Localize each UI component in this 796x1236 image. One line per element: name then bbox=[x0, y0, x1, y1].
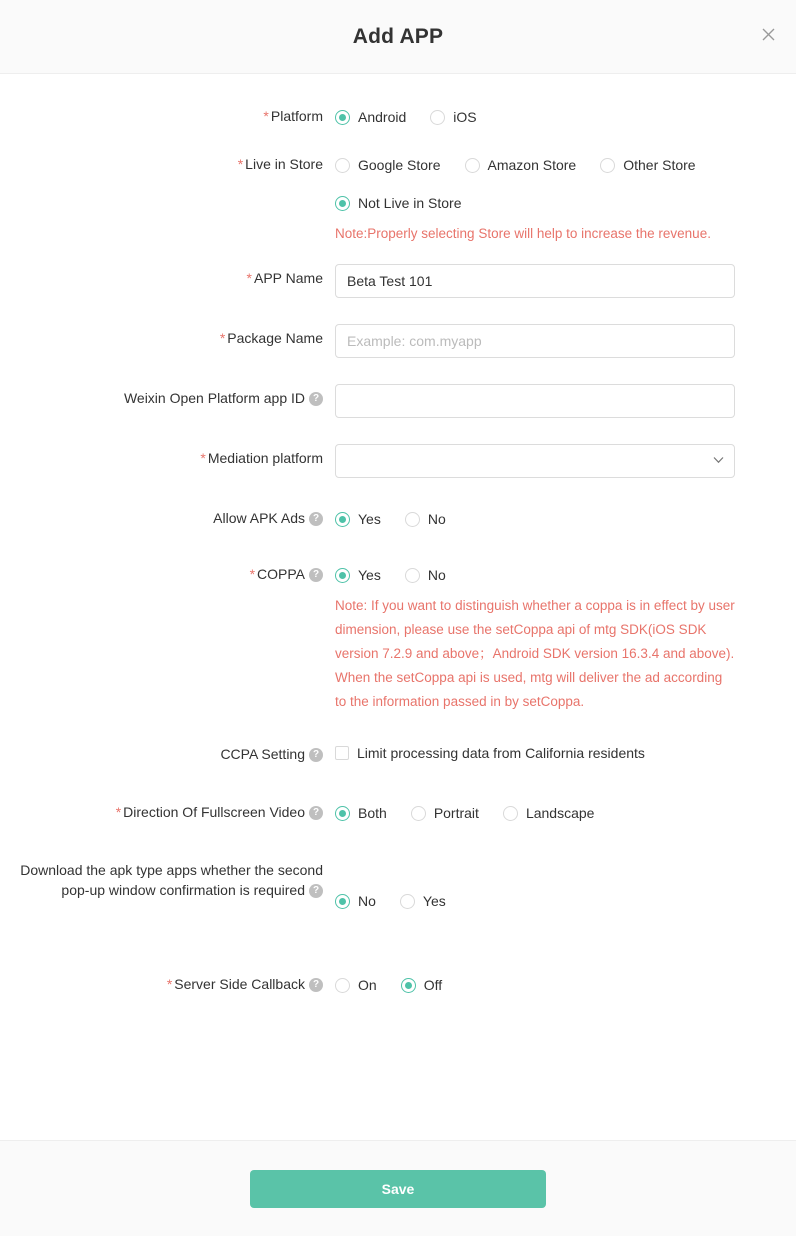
mediation-platform-select[interactable] bbox=[335, 444, 735, 478]
field-apk-second-popup bbox=[0, 858, 736, 914]
radio-mark-icon bbox=[411, 806, 426, 821]
note-live-in-store: Note:Properly selecting Store will help to increase the revenue. bbox=[335, 226, 711, 241]
field-app-name bbox=[0, 264, 736, 298]
radio-apk-second-popup-no[interactable] bbox=[335, 888, 376, 914]
radio-label: Other Store bbox=[623, 157, 696, 173]
radio-allow-apk-ads-no[interactable] bbox=[405, 506, 446, 532]
radio-platform-ios[interactable] bbox=[430, 104, 476, 130]
weixin-app-id-input[interactable] bbox=[335, 384, 735, 418]
field-coppa bbox=[0, 560, 736, 714]
help-icon[interactable]: ? bbox=[309, 512, 323, 526]
checkbox-ccpa-limit-processing[interactable] bbox=[335, 740, 736, 766]
radio-apk-second-popup-yes[interactable] bbox=[400, 888, 446, 914]
label-app-name: * APP Name bbox=[246, 270, 323, 286]
chevron-down-icon bbox=[713, 456, 724, 467]
radio-label: On bbox=[358, 977, 377, 993]
radio-mark-icon bbox=[430, 110, 445, 125]
radio-allow-apk-ads-yes[interactable] bbox=[335, 506, 381, 532]
radio-coppa-yes[interactable] bbox=[335, 562, 381, 588]
radio-server-side-callback-off[interactable] bbox=[401, 972, 442, 998]
label-live-in-store: * Live in Store bbox=[237, 156, 323, 172]
radio-mark-icon bbox=[335, 894, 350, 909]
radio-label: Both bbox=[358, 805, 387, 821]
app-name-input[interactable] bbox=[335, 264, 735, 298]
field-package-name bbox=[0, 324, 736, 358]
radio-label: Not Live in Store bbox=[358, 195, 462, 211]
chevron-glyph bbox=[713, 457, 724, 464]
field-platform bbox=[0, 102, 736, 130]
help-icon[interactable]: ? bbox=[309, 884, 323, 898]
radio-label: iOS bbox=[453, 109, 477, 125]
radio-mark-icon bbox=[335, 568, 350, 583]
radio-label: No bbox=[427, 567, 446, 583]
radio-mark-icon bbox=[465, 158, 480, 173]
radio-group-live-in-store bbox=[335, 150, 736, 178]
label-coppa: * COPPA ? bbox=[0, 560, 335, 584]
close-icon[interactable] bbox=[756, 22, 780, 46]
label-allow-apk-ads: Allow APK Ads ? bbox=[0, 504, 335, 528]
required-marker: * bbox=[115, 804, 122, 820]
help-icon[interactable]: ? bbox=[309, 748, 323, 762]
radio-direction-landscape[interactable] bbox=[503, 800, 595, 826]
radio-direction-portrait[interactable] bbox=[411, 800, 479, 826]
radio-mark-icon bbox=[401, 978, 416, 993]
radio-mark-icon bbox=[335, 978, 350, 993]
field-allow-apk-ads bbox=[0, 504, 736, 532]
required-marker: * bbox=[263, 108, 269, 124]
radio-direction-both[interactable] bbox=[335, 800, 387, 826]
radio-store-other[interactable] bbox=[600, 152, 695, 178]
field-live-in-store bbox=[0, 150, 736, 246]
radio-mark-icon bbox=[400, 894, 415, 909]
radio-group-allow-apk-ads bbox=[335, 504, 736, 532]
required-marker: * bbox=[246, 270, 252, 286]
radio-mark-icon bbox=[335, 512, 350, 527]
radio-label: Off bbox=[423, 977, 443, 993]
required-marker: * bbox=[249, 566, 256, 582]
help-icon[interactable]: ? bbox=[309, 978, 323, 992]
radio-group-apk-second-popup bbox=[335, 886, 736, 914]
radio-mark-icon bbox=[335, 196, 350, 211]
radio-store-amazon[interactable] bbox=[465, 152, 577, 178]
checkbox-label: Limit processing data from California residents bbox=[357, 745, 645, 761]
label-direction-fullscreen-video: * Direction Of Fullscreen Video ? bbox=[0, 798, 335, 822]
close-glyph bbox=[762, 28, 775, 41]
radio-store-not-live[interactable] bbox=[335, 190, 462, 216]
radio-group-coppa bbox=[335, 560, 736, 588]
add-app-form bbox=[0, 74, 796, 1140]
radio-label: No bbox=[427, 511, 446, 527]
label-package-name: * Package Name bbox=[219, 330, 323, 346]
radio-group-direction-fullscreen-video bbox=[335, 798, 736, 826]
help-icon[interactable]: ? bbox=[309, 392, 323, 406]
radio-coppa-no[interactable] bbox=[405, 562, 446, 588]
help-icon[interactable]: ? bbox=[309, 806, 323, 820]
radio-store-google[interactable] bbox=[335, 152, 441, 178]
radio-mark-icon bbox=[600, 158, 615, 173]
radio-group-server-side-callback bbox=[335, 970, 736, 998]
radio-label: Android bbox=[358, 109, 407, 125]
required-marker: * bbox=[219, 330, 226, 346]
required-marker: * bbox=[200, 450, 206, 466]
radio-mark-icon bbox=[335, 806, 350, 821]
radio-mark-icon bbox=[503, 806, 518, 821]
checkbox-mark-icon bbox=[335, 746, 349, 760]
radio-platform-android[interactable] bbox=[335, 104, 406, 130]
page-title: Add APP bbox=[352, 24, 444, 48]
radio-mark-icon bbox=[335, 110, 350, 125]
label-apk-second-popup: Download the apk type apps whether the second pop-up window confirmation is required ? bbox=[20, 862, 323, 898]
label-mediation-platform: * Mediation platform bbox=[200, 450, 323, 466]
package-name-input[interactable] bbox=[335, 324, 735, 358]
modal-header bbox=[0, 0, 796, 74]
radio-label: Yes bbox=[422, 893, 446, 909]
label-weixin-app-id: Weixin Open Platform app ID ? bbox=[0, 384, 335, 408]
radio-mark-icon bbox=[335, 158, 350, 173]
form-spacer bbox=[0, 934, 736, 970]
radio-mark-icon bbox=[405, 568, 420, 583]
radio-label: Google Store bbox=[358, 157, 441, 173]
radio-label: Portrait bbox=[433, 805, 479, 821]
label-platform: * Platform bbox=[263, 108, 323, 124]
field-mediation-platform bbox=[0, 444, 736, 478]
radio-group-platform bbox=[335, 102, 736, 130]
radio-label: No bbox=[358, 893, 376, 909]
field-weixin-app-id bbox=[0, 384, 736, 418]
radio-label: Landscape bbox=[525, 805, 595, 821]
save-button[interactable]: Save bbox=[250, 1170, 546, 1208]
note-coppa: Note: If you want to distinguish whether a coppa is in effect by user dimension, please use the setCoppa api of mtg SDK(iOS SDK version 7.2.9 and above；Android SDK version 16.3.4 and above). When the setCoppa api is used, mtg will deliver the ad according to the information passed in by setCoppa. bbox=[335, 598, 735, 709]
field-server-side-callback bbox=[0, 970, 736, 998]
radio-server-side-callback-on[interactable] bbox=[335, 972, 377, 998]
label-server-side-callback: * Server Side Callback ? bbox=[0, 970, 335, 994]
radio-mark-icon bbox=[405, 512, 420, 527]
radio-label: Amazon Store bbox=[487, 157, 577, 173]
field-ccpa-setting bbox=[0, 740, 736, 766]
radio-label: Yes bbox=[358, 511, 381, 527]
field-direction-fullscreen-video bbox=[0, 798, 736, 826]
required-marker: * bbox=[237, 156, 244, 172]
label-ccpa-setting: CCPA Setting ? bbox=[0, 740, 335, 764]
required-marker: * bbox=[166, 976, 173, 992]
modal-footer bbox=[0, 1140, 796, 1236]
help-icon[interactable]: ? bbox=[309, 568, 323, 582]
radio-label: Yes bbox=[358, 567, 381, 583]
radio-group-live-in-store-row2 bbox=[335, 188, 736, 216]
